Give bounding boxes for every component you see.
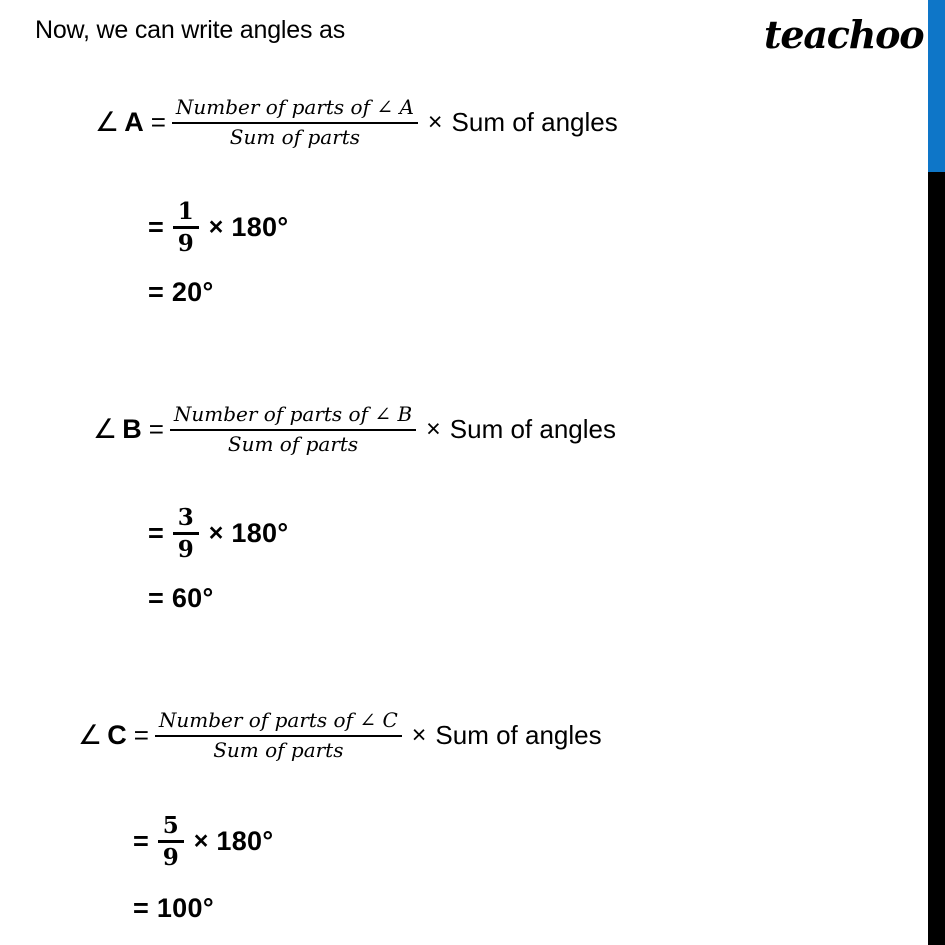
multiplication-sign: ×: [208, 518, 224, 547]
edge-bar-black-segment: [928, 172, 945, 945]
multiplication-sign: ×: [208, 212, 224, 241]
angle-b-formula-row: [93, 403, 616, 456]
angle-a-formula-row: [95, 96, 618, 149]
angle-c-numeric-denominator: 9: [162, 843, 179, 871]
angle-a-label: [95, 107, 172, 138]
angle-c-denominator: Sum of parts: [213, 737, 344, 762]
right-edge-bar: [928, 0, 945, 945]
angle-c-step2-equals: =: [133, 825, 149, 856]
angle-b-numerator: Number of parts of ∠ B: [173, 402, 413, 426]
multiplication-sign: ×: [427, 108, 443, 137]
angle-a-numerator: Number of parts of ∠ A: [175, 95, 414, 119]
multiplication-sign: ×: [411, 721, 427, 750]
angle-a-denominator: Sum of parts: [229, 124, 361, 149]
angle-a-step2-equals: =: [148, 211, 164, 242]
fraction-bar: [155, 735, 402, 737]
angle-c-result: = 100°: [133, 893, 214, 923]
angle-symbol-icon: ∠: [78, 720, 103, 751]
angle-a-letter: A: [124, 107, 144, 138]
angle-c-formula-row: [78, 709, 602, 762]
fraction-bar: [158, 840, 184, 843]
angle-b-result: = 60°: [148, 583, 214, 613]
fraction-bar: [173, 532, 199, 535]
angle-b-denominator: Sum of parts: [227, 431, 359, 456]
angle-a-fraction: [172, 96, 418, 149]
angle-b-numeric-numerator: 3: [177, 504, 194, 531]
angle-a-step2-value: 180°: [231, 211, 289, 242]
angle-c-numeric-fraction: [158, 812, 184, 871]
angle-symbol-icon: ∠: [93, 414, 118, 445]
angle-a-numeric-fraction: [173, 198, 199, 257]
angle-c-step2-row: [133, 812, 273, 871]
angle-b-tail-text: Sum of angles: [449, 414, 616, 445]
angle-c-label: [78, 720, 155, 751]
angle-b-numeric-fraction: [173, 504, 199, 563]
equals-sign: =: [150, 107, 166, 138]
angle-b-letter: B: [122, 414, 142, 445]
multiplication-sign: ×: [426, 415, 441, 444]
angle-c-numeric-numerator: 5: [162, 812, 179, 839]
angle-b-step2-value: 180°: [231, 517, 289, 548]
angle-c-letter: C: [107, 720, 127, 751]
angle-b-step2-equals: =: [148, 517, 164, 548]
edge-bar-blue-segment: [928, 0, 945, 172]
angle-a-tail-text: Sum of angles: [451, 107, 618, 138]
angle-c-tail-text: Sum of angles: [435, 720, 602, 751]
angle-a-result: = 20°: [148, 277, 214, 307]
angle-b-label: [93, 414, 170, 445]
equals-sign: =: [133, 720, 149, 751]
angle-a-numeric-denominator: 9: [177, 229, 194, 257]
teachoo-logo: teachoo: [764, 12, 924, 57]
multiplication-sign: ×: [193, 826, 209, 855]
angle-symbol-icon: ∠: [95, 107, 120, 138]
angle-b-step2-row: [148, 504, 288, 563]
angle-a-step2-row: [148, 198, 288, 257]
fraction-bar: [173, 226, 199, 229]
angle-c-step2-value: 180°: [216, 825, 274, 856]
fraction-bar: [170, 429, 416, 431]
intro-text: Now, we can write angles as: [35, 16, 346, 44]
angle-a-numeric-numerator: 1: [177, 198, 194, 225]
equals-sign: =: [148, 414, 164, 445]
fraction-bar: [172, 122, 418, 124]
angle-b-numeric-denominator: 9: [177, 535, 194, 563]
angle-b-fraction: [170, 403, 416, 456]
angle-c-numerator: Number of parts of ∠ C: [158, 708, 398, 732]
angle-c-fraction: [155, 709, 402, 762]
